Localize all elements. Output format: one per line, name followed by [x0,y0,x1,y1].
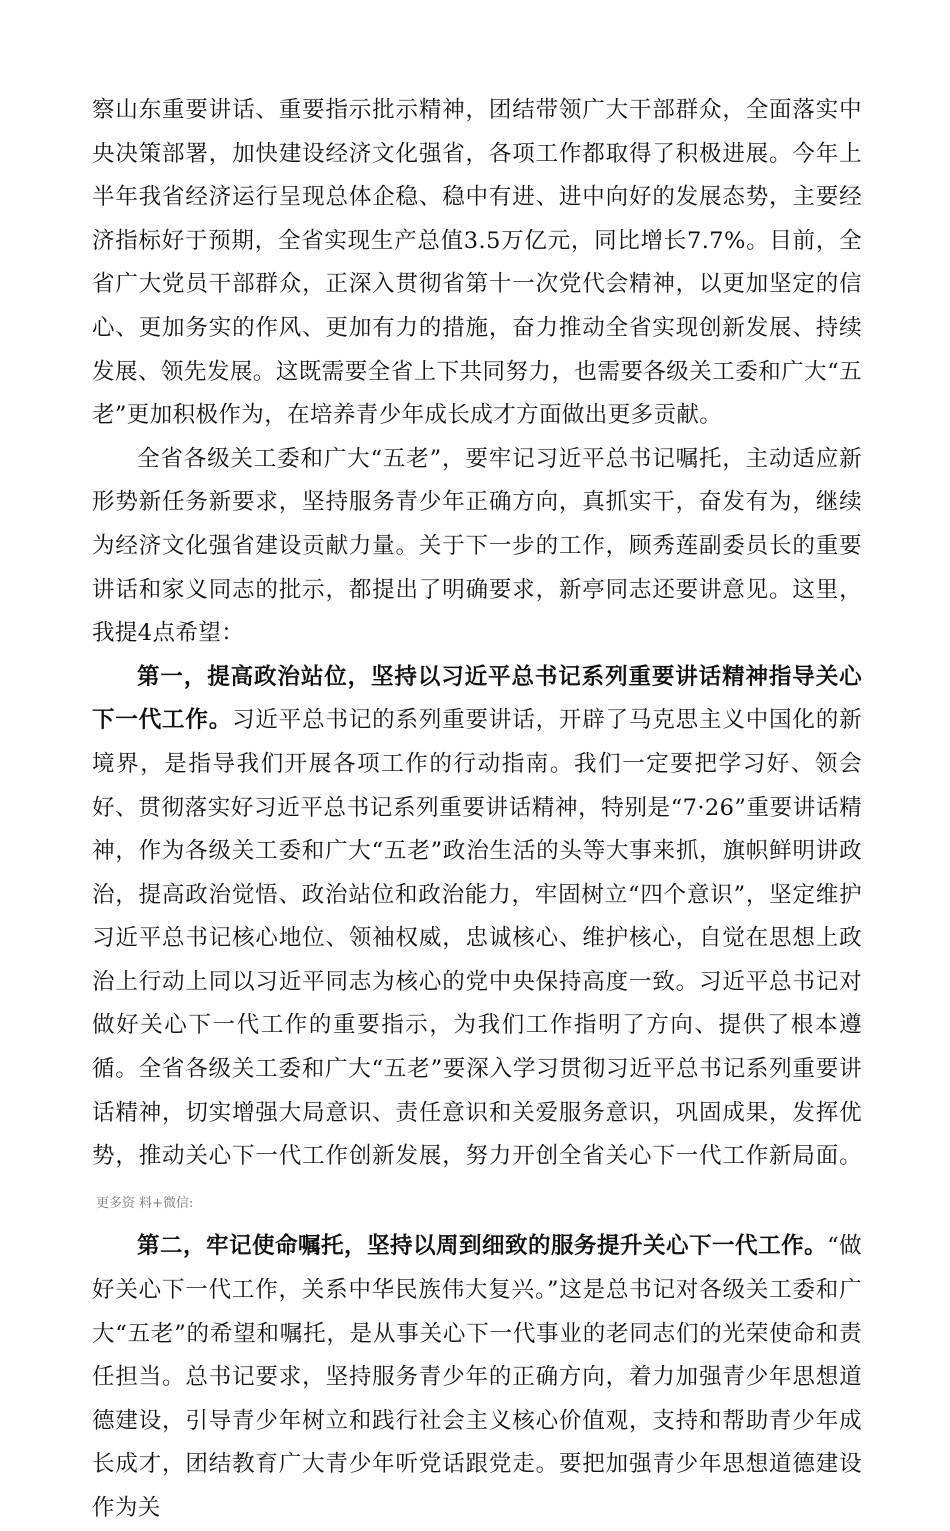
paragraph-4-text: “做好关心下一代工作，关系中华民族伟大复兴。”这是总书记对各级关工委和广大“五老”的希望和嘱托，是从事关心下一代事业的老同志们的光荣使命和责任担当。总书记要求，坚持服务青少年的正确方向，着力加强青少年思想道德建设，引导青少年树立和践行社会主义核心价值观，支持和帮助青少年成长成才，团结教育广大青少年听党话跟党走。要把加强青少年思想道德建设作为关 [92,1233,862,1521]
paragraph-1 [92,89,862,438]
paragraph-4-heading: 第二，牢记使命嘱托，坚持以周到细致的服务提升关心下一代工作。 [137,1233,828,1260]
paragraph-4 [92,1225,862,1530]
paragraph-1-text: 察山东重要讲话、重要指示批示精神，团结带领广大干部群众，全面落实中央决策部署，加快建设经济文化强省，各项工作都取得了积极进展。今年上半年我省经济运行呈现总体企稳、稳中有进、进中向好的发展态势，主要经济指标好于预期，全省实现生产总值3.5万亿元，同比增长7.7%。目前，全省广大党员干部群众，正深入贯彻省第十一次党代会精神，以更加坚定的信心、更加务实的作风、更加有力的措施，奋力推动全省实现创新发展、持续发展、领先发展。这既需要全省上下共同努力，也需要各级关工委和广大“五老”更加积极作为，在培养青少年成长成才方面做出更多贡献。 [92,97,862,429]
document-body [92,89,862,1531]
paragraph-2-text: 全省各级关工委和广大“五老”，要牢记习近平总书记嘱托，主动适应新形势新任务新要求，坚持服务青少年正确方向，真抓实干，奋发有为，继续为经济文化强省建设贡献力量。关于下一步的工作，顾秀莲副委员长的重要讲话和家义同志的批示，都提出了明确要求，新亭同志还要讲意见。这里，我提4点希望： [92,445,862,647]
paragraph-3-heading: 第一，提高政治站位，坚持以习近平总书记系列重要讲话精神指导关心下一代工作。 [92,663,862,734]
paragraph-2 [92,438,862,656]
paragraph-3 [92,656,862,1226]
watermark-note: 更多资 料+微信: [96,1195,194,1211]
paragraph-3-text: 习近平总书记的系列重要讲话，开辟了马克思主义中国化的新境界，是指导我们开展各项工作的行动指南。我们一定要把学习好、领会好、贯彻落实好习近平总书记系列重要讲话精神，特别是“7·26”重要讲话精神，作为各级关工委和广大“五老”政治生活的头等大事来抓，旗帜鲜明讲政治，提高政治觉悟、政治站位和政治能力，牢固树立“四个意识”，坚定维护习近平总书记核心地位、领袖权威，忠诚核心、维护核心，自觉在思想上政治上行动上同以习近平同志为核心的党中央保持高度一致。习近平总书记对做好关心下一代工作的重要指示，为我们工作指明了方向、提供了根本遵循。全省各级关工委和广大“五老”要深入学习贯彻习近平总书记系列重要讲话精神，切实增强大局意识、责任意识和关爱服务意识，巩固成果，发挥优势，推动关心下一代工作创新发展，努力开创全省关心下一代工作新局面。 [92,707,862,1170]
